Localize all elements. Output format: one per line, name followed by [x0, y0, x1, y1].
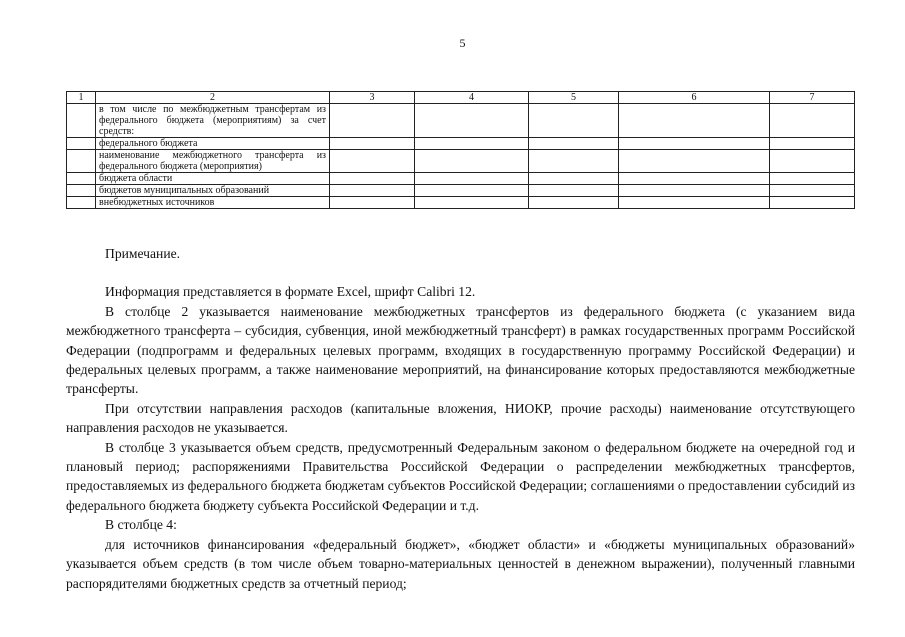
- note-paragraph: В столбце 2 указывается наименование межбюджетных трансфертов из федерального бюджета (с указанием вида межбюджетного трансферта – субсидия, субвенция, иной межбюджетный трансферт) в рамках государственных программ Российской Федерации (подпрограмм и федеральных целевых программ, входящих в государственную программу Российской Федерации) и федеральных целевых программ, а также наименование мероприятий, на финансирование которых предоставляются межбюджетные трансферты.: [66, 303, 855, 397]
- table-row: [67, 104, 855, 138]
- note-paragraph: В столбце 4:: [105, 517, 177, 533]
- note-paragraph: При отсутствии направления расходов (капитальные вложения, НИОКР, прочие расходы) наименование отсутствующего направления расходов не указывается.: [66, 400, 855, 436]
- table-cell: [415, 104, 529, 138]
- table-cell: [529, 104, 619, 138]
- table-cell: [619, 185, 770, 197]
- table-cell: [415, 150, 529, 173]
- table-cell: [529, 185, 619, 197]
- table-cell: [619, 138, 770, 150]
- table-cell: [330, 138, 415, 150]
- table-cell: [415, 173, 529, 185]
- table-cell: [67, 185, 96, 197]
- table-cell: [330, 173, 415, 185]
- column-header: 3: [330, 92, 415, 104]
- row-label: наименование межбюджетного трансферта из федерального бюджета (мероприятия): [96, 150, 330, 173]
- budget-table: [66, 91, 855, 209]
- column-header: 1: [67, 92, 96, 104]
- row-label: внебюджетных источников: [96, 197, 330, 209]
- table-cell: [770, 138, 855, 150]
- table-cell: [330, 197, 415, 209]
- page-number: 5: [459, 36, 466, 50]
- table-cell: [67, 173, 96, 185]
- row-label: бюджетов муниципальных образований: [96, 185, 330, 197]
- note-section: [66, 244, 855, 593]
- table-cell: [67, 104, 96, 138]
- table-row: [67, 173, 855, 185]
- table-header-row: [67, 92, 855, 104]
- table-cell: [529, 173, 619, 185]
- row-label: бюджета области: [96, 173, 330, 185]
- note-paragraph: В столбце 3 указывается объем средств, предусмотренный Федеральным законом о федеральном бюджете на очередной год и плановый период; распоряжениями Правительства Российской Федерации о распределении межбюджетных трансфертов, предоставляемых из федерального бюджета бюджетам субъектов Российской Федерации; соглашениями о предоставлении субсидий из федерального бюджета бюджету субъекта Российской Федерации и т.д.: [66, 439, 855, 513]
- table-row: [67, 138, 855, 150]
- table-cell: [770, 104, 855, 138]
- table-row: [67, 185, 855, 197]
- table-cell: [770, 185, 855, 197]
- table-cell: [67, 138, 96, 150]
- column-header: 2: [96, 92, 330, 104]
- note-paragraph: для источников финансирования «федеральный бюджет», «бюджет области» и «бюджеты муниципальных образований» указывается объем средств (в том числе объем товарно-материальных ценностей в денежном выражении), полученный главными распорядителями бюджетных средств за отчетный период;: [66, 536, 855, 591]
- note-title: Примечание.: [105, 246, 181, 261]
- column-header: 6: [619, 92, 770, 104]
- table-cell: [770, 197, 855, 209]
- table-row: [67, 150, 855, 173]
- column-header: 5: [529, 92, 619, 104]
- table-row: [67, 197, 855, 209]
- column-header: 7: [770, 92, 855, 104]
- table-cell: [330, 104, 415, 138]
- table-cell: [415, 197, 529, 209]
- table-cell: [529, 150, 619, 173]
- note-paragraph: Информация представляется в формате Excel, шрифт Calibri 12.: [105, 284, 476, 300]
- table-cell: [619, 173, 770, 185]
- table-cell: [770, 173, 855, 185]
- row-label: федерального бюджета: [96, 138, 330, 150]
- table-cell: [330, 150, 415, 173]
- table-cell: [415, 138, 529, 150]
- table-cell: [619, 104, 770, 138]
- table-cell: [619, 197, 770, 209]
- table-cell: [67, 150, 96, 173]
- table-cell: [415, 185, 529, 197]
- column-header: 4: [415, 92, 529, 104]
- table-cell: [529, 138, 619, 150]
- table-cell: [619, 150, 770, 173]
- table-cell: [770, 150, 855, 173]
- row-label: в том числе по межбюджетным трансфертам из федерального бюджета (мероприятиям) за счет средств:: [96, 104, 330, 138]
- table-cell: [67, 197, 96, 209]
- table-cell: [330, 185, 415, 197]
- table-cell: [529, 197, 619, 209]
